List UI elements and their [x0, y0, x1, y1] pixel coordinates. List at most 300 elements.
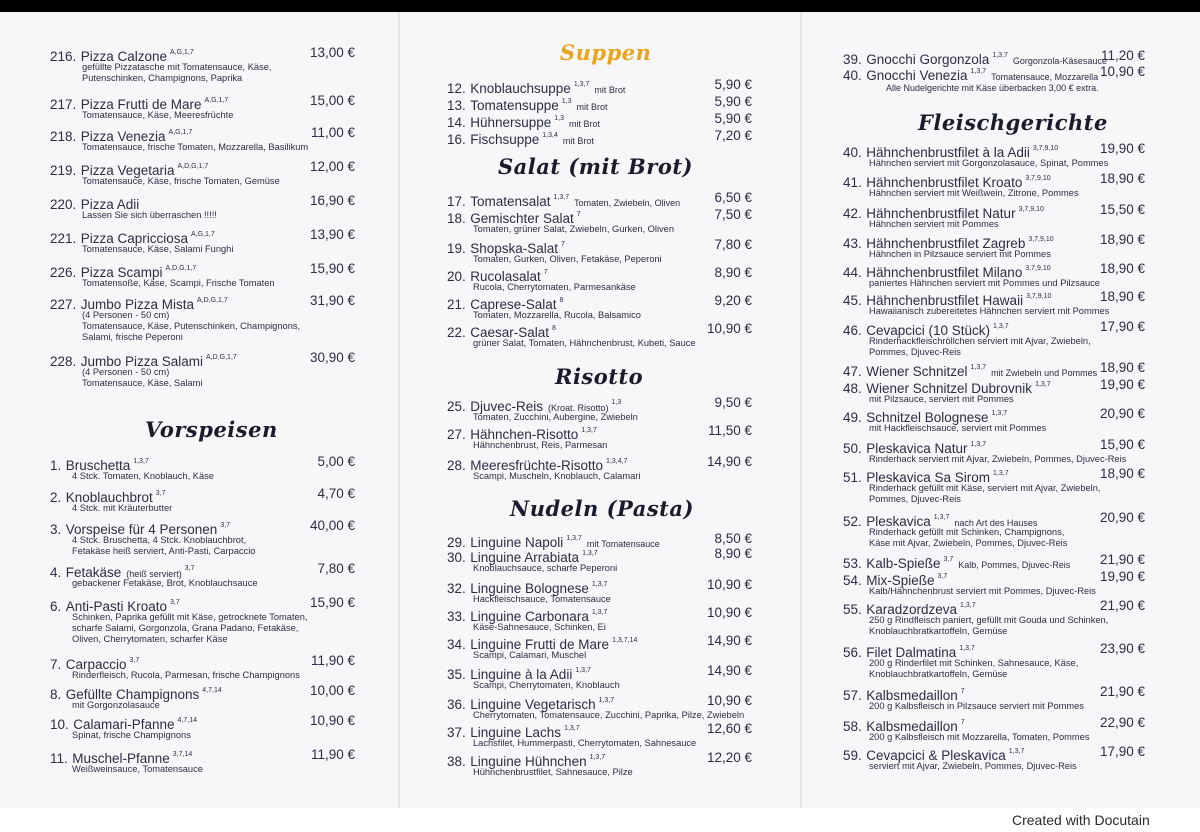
menu-item-line	[843, 260, 1145, 278]
allergen-codes: 3,7,9,10	[1026, 293, 1052, 300]
menu-item	[447, 662, 752, 691]
item-name: Hähnchenbrustfilet Hawaii	[866, 293, 1024, 308]
item-number: 221.	[50, 231, 77, 246]
section-heading-salat: Salat (mit Brot)	[498, 154, 693, 179]
item-name: Knoblauchbrot	[65, 490, 153, 505]
section-heading-suppen: Suppen	[560, 40, 652, 65]
allergen-codes: 3,7	[129, 657, 140, 664]
item-number: 11.	[50, 751, 68, 766]
allergen-codes: 7	[960, 719, 965, 726]
menu-item-line	[447, 662, 752, 680]
menu-item-line	[843, 63, 1145, 81]
item-name: Linguine Lachs	[470, 725, 562, 740]
item-number: 12.	[447, 81, 466, 96]
menu-item	[447, 110, 752, 128]
item-number: 7.	[50, 657, 62, 672]
item-description: 4 Stck. Bruschetta, 4 Stck. Knoblauchbrot,	[72, 535, 247, 545]
item-name: Linguine Hühnchen	[470, 754, 587, 769]
menu-item-line	[50, 652, 355, 670]
menu-item-line	[447, 189, 752, 207]
item-name: Muschel-Pfanne	[72, 751, 170, 766]
menu-item-line	[447, 604, 752, 622]
item-number: 44.	[843, 265, 862, 280]
menu-item-line	[447, 76, 752, 94]
allergen-codes: 1,3,7	[993, 470, 1009, 477]
menu-item-line	[843, 170, 1145, 188]
item-note: mit Tomatensauce	[586, 539, 660, 549]
menu-item	[50, 92, 355, 121]
item-note: Tomaten, Zwiebeln, Oliven	[574, 198, 681, 208]
item-description: Tomatensauce, Käse, Salami	[82, 378, 203, 388]
item-price: 30,90 €	[309, 350, 355, 365]
item-price: 8,50 €	[714, 531, 752, 546]
item-name: Filet Dalmatina	[866, 645, 957, 660]
menu-item	[843, 63, 1145, 81]
item-name: Cevapcici & Pleskavica	[866, 748, 1006, 763]
item-price: 14,90 €	[706, 454, 752, 469]
item-number: 37.	[447, 725, 466, 740]
allergen-codes: 1,3	[561, 98, 572, 105]
item-name: Hühnersuppe	[470, 115, 552, 130]
item-note: mit Zwiebeln und Pommes	[991, 368, 1098, 378]
allergen-codes: 1,3,7	[1035, 381, 1051, 388]
item-number: 42.	[843, 206, 862, 221]
item-description: grüner Salat, Tomaten, Hähnchenbrust, Kubeti, Sauce	[473, 338, 696, 348]
item-description: gefüllte Pizzatasche mit Tomatensauce, Käse,	[82, 62, 272, 72]
item-description: Tomaten, Mozzarella, Rucola, Balsamico	[473, 310, 641, 320]
item-description: Rinderhackfleischröllchen serviert mit Ajvar, Zwiebeln,	[869, 336, 1091, 346]
item-price: 7,20 €	[714, 128, 752, 143]
item-number: 18.	[447, 211, 466, 226]
item-description: scharfe Salami, Gorgonzola, Grana Padano, Fetakäse,	[72, 623, 299, 633]
allergen-codes: 1,3,7,14	[612, 637, 638, 644]
nudel-extra-note: Alle Nudelgerichte mit Käse überbacken 3,00 € extra.	[886, 83, 1099, 93]
item-description: Hackfleischsauce, Tomatensauce	[473, 594, 611, 604]
item-price: 15,90 €	[309, 261, 355, 276]
menu-item-line	[447, 320, 752, 338]
menu-item-line	[447, 394, 752, 412]
item-number: 49.	[843, 410, 862, 425]
item-price: 10,90 €	[309, 713, 355, 728]
menu-item-line	[50, 485, 355, 503]
item-name: Cevapcici (10 Stück)	[866, 323, 991, 338]
item-number: 1.	[50, 458, 62, 473]
item-name: Linguine Bolognese	[470, 581, 589, 596]
menu-item-line	[50, 560, 355, 578]
item-price: 15,90 €	[1099, 437, 1145, 452]
menu-item	[447, 236, 752, 265]
item-name: Gefüllte Champignons	[65, 687, 200, 702]
item-number: 10.	[50, 717, 69, 732]
menu-item-line	[843, 683, 1145, 701]
menu-item-line	[843, 436, 1145, 454]
item-number: 29.	[447, 535, 466, 550]
item-number: 21.	[447, 297, 466, 312]
item-description: Knoblauchbratkartoffeln, Gemüse	[869, 626, 1008, 636]
menu-item	[50, 192, 355, 221]
menu-item-line	[50, 92, 355, 110]
item-number: 40.	[843, 145, 862, 160]
menu-item	[843, 551, 1145, 569]
menu-item-line	[447, 110, 752, 128]
allergen-codes: 1,3,7	[992, 52, 1008, 59]
item-name: Calamari-Pfanne	[73, 717, 175, 732]
item-name: Linguine à la Adii	[470, 667, 573, 682]
item-description: 200 g Rinderfilet mit Schinken, Sahnesauce, Käse,	[869, 658, 1079, 668]
item-description: 200 g Kalbsfleisch mit Mozzarella, Tomaten, Pommes	[869, 732, 1090, 742]
item-name: Hähnchen-Risotto	[470, 427, 579, 442]
item-name: Linguine Frutti de Mare	[470, 637, 610, 652]
allergen-codes: 1,3,7	[591, 609, 608, 616]
item-number: 17.	[447, 194, 466, 209]
item-name: Wiener Schnitzel Dubrovnik	[866, 381, 1033, 396]
item-price: 15,90 €	[309, 595, 355, 610]
item-price: 5,00 €	[317, 454, 355, 469]
menu-item-line	[447, 632, 752, 650]
item-description: 200 g Kalbsfleisch in Pilzsauce serviert mit Pommes	[869, 701, 1084, 711]
menu-item-line	[50, 124, 355, 142]
item-note: mit Brot	[562, 136, 594, 146]
item-number: 6.	[50, 599, 62, 614]
item-price: 12,20 €	[706, 750, 752, 765]
allergen-codes: 3,7	[937, 573, 948, 580]
item-price: 31,90 €	[309, 293, 355, 308]
allergen-codes: 3,7,9,10	[1025, 265, 1051, 272]
item-description: mit Pilzsauce, serviert mit Pommes	[869, 394, 1014, 404]
menu-item-line	[50, 349, 355, 367]
item-note: nach Art des Hauses	[954, 518, 1038, 528]
item-note: mit Brot	[569, 119, 601, 129]
item-price: 14,90 €	[706, 633, 752, 648]
menu-item	[447, 394, 752, 423]
item-name: Linguine Carbonara	[470, 609, 589, 624]
allergen-codes: A,D,G,1,7	[177, 163, 209, 170]
item-description: Hähnchen serviert mit Weißwein, Zitrone, Pommes	[869, 188, 1079, 198]
menu-item-line	[447, 692, 752, 710]
allergen-codes: 1,3,7	[933, 514, 950, 521]
menu-item	[50, 349, 355, 389]
item-price: 40,00 €	[309, 518, 355, 533]
item-description: Scampi, Muscheln, Knoblauch, Calamari	[473, 471, 641, 481]
item-note: Gorgonzola-Käsesauce	[1012, 56, 1107, 66]
allergen-codes: A,G,1,7	[191, 231, 215, 238]
item-price: 20,90 €	[1099, 510, 1145, 525]
item-note: Tomatensauce, Mozzarella	[991, 72, 1099, 82]
item-price: 17,90 €	[1099, 744, 1145, 759]
item-name: Pleskavica Sa Sirom	[866, 470, 991, 485]
menu-item	[447, 453, 752, 482]
menu-item	[447, 189, 752, 207]
allergen-codes: 1,3,7	[575, 667, 591, 674]
item-name: Pizza Vegetaria	[80, 163, 175, 178]
item-number: 4.	[50, 565, 62, 580]
menu-item-line	[843, 359, 1145, 377]
item-price: 15,50 €	[1099, 202, 1145, 217]
menu-column-pizza-vorspeisen	[50, 12, 355, 808]
footer-watermark: Created with Docutain	[1012, 812, 1150, 828]
item-price: 8,90 €	[714, 546, 752, 561]
item-price: 8,90 €	[714, 265, 752, 280]
item-price: 18,90 €	[1099, 360, 1145, 375]
menu-item	[843, 436, 1145, 465]
allergen-codes: A,G,1,7	[204, 97, 229, 104]
section-heading-risotto: Risotto	[555, 364, 644, 389]
menu-item	[843, 714, 1145, 743]
menu-item	[447, 692, 752, 721]
section-heading-nudeln: Nudeln (Pasta)	[510, 496, 694, 521]
item-description: 4 Stck. mit Kräuterbutter	[72, 503, 173, 513]
menu-item-line	[843, 288, 1145, 306]
item-number: 3.	[50, 522, 62, 537]
allergen-codes: 1,3,7	[970, 441, 987, 448]
item-description: (4 Personen - 50 cm)	[82, 310, 170, 320]
menu-item	[843, 288, 1145, 317]
item-name: Vorspeise für 4 Personen	[65, 522, 218, 537]
menu-item	[447, 749, 752, 778]
menu-column-suppen-salat-risotto-nudeln	[447, 12, 752, 808]
item-description: Tomatensauce, Käse, Salami Funghi	[82, 244, 234, 254]
allergen-codes: 7	[561, 241, 565, 248]
menu-item	[50, 44, 355, 84]
item-description: (4 Personen - 50 cm)	[82, 367, 170, 377]
item-name: Wiener Schnitzel	[866, 364, 968, 379]
menu-item	[50, 712, 355, 741]
allergen-codes: 1,3,7	[993, 323, 1009, 330]
item-description: mit Gorgonzolasauce	[72, 700, 160, 710]
menu-item	[50, 485, 355, 514]
menu-item	[843, 405, 1145, 434]
item-name: Jumbo Pizza Salami	[80, 354, 204, 369]
allergen-codes: 3,7	[155, 490, 166, 497]
item-price: 19,90 €	[1099, 377, 1145, 392]
menu-item	[50, 158, 355, 187]
allergen-codes: 3,7	[943, 556, 954, 563]
item-number: 218.	[50, 129, 77, 144]
allergen-codes: 1,3,7	[1008, 748, 1025, 755]
item-number: 13.	[447, 98, 466, 113]
menu-item-line	[447, 576, 752, 594]
item-price: 18,90 €	[1099, 466, 1145, 481]
allergen-codes: 7	[960, 688, 965, 695]
menu-item-line	[447, 453, 752, 471]
item-note: mit Brot	[576, 102, 608, 112]
menu-item-line	[843, 405, 1145, 423]
item-number: 55.	[843, 602, 862, 617]
item-price: 5,90 €	[714, 111, 752, 126]
item-name: Linguine Arrabiata	[470, 550, 580, 565]
page-fold-left	[398, 12, 400, 808]
item-price: 11,50 €	[707, 423, 752, 438]
item-description: paniertes Hähnchen serviert mit Pommes und Pilzsauce	[869, 278, 1100, 288]
item-number: 58.	[843, 719, 862, 734]
allergen-codes: 1,3,7	[959, 645, 975, 652]
menu-item	[843, 170, 1145, 199]
item-description: Rinderhack serviert mit Ajvar, Zwiebeln, Pommes, Djuvec-Reis	[869, 454, 1127, 464]
item-description: Tomaten, Gurken, Oliven, Fetakäse, Peperoni	[473, 254, 662, 264]
item-name: Hähnchenbrustfilet Milano	[866, 265, 1023, 280]
menu-item	[447, 127, 752, 145]
item-price: 21,90 €	[1099, 552, 1145, 567]
menu-item-line	[50, 260, 355, 278]
menu-item	[843, 359, 1145, 377]
menu-item	[447, 292, 752, 321]
item-description: Scampi, Cherrytomaten, Knoblauch	[473, 680, 620, 690]
allergen-codes: 7	[543, 269, 548, 276]
menu-item-line	[447, 422, 752, 440]
menu-item	[843, 568, 1145, 597]
item-name: Caesar-Salat	[470, 325, 550, 340]
item-number: 43.	[843, 236, 862, 251]
item-name: Pizza Scampi	[80, 265, 163, 280]
menu-item	[843, 683, 1145, 712]
item-description: Weißweinsauce, Tomatensauce	[72, 764, 203, 774]
item-description: Schinken, Paprika gefüllt mit Käse, getrocknete Tomaten,	[72, 612, 308, 622]
item-description: Käse mit Ajvar, Zwiebeln, Pommes, Djuvec-Reis	[869, 538, 1068, 548]
item-price: 22,90 €	[1099, 715, 1145, 730]
item-price: 12,00 €	[309, 159, 355, 174]
item-name: Pizza Capricciosa	[80, 231, 189, 246]
allergen-codes: 8	[559, 297, 564, 304]
menu-item-line	[50, 712, 355, 730]
menu-item	[50, 226, 355, 255]
item-price: 7,80 €	[317, 561, 355, 576]
menu-item-line	[447, 545, 752, 563]
item-price: 18,90 €	[1099, 289, 1145, 304]
item-name: Caprese-Salat	[470, 297, 557, 312]
menu-item-line	[843, 201, 1145, 219]
allergen-codes: 1,3,7	[591, 581, 608, 588]
item-number: 32.	[447, 581, 466, 596]
allergen-codes: 7	[576, 211, 581, 218]
item-price: 19,90 €	[1099, 141, 1145, 156]
menu-item	[843, 597, 1145, 637]
menu-item-line	[843, 509, 1145, 527]
item-number: 228.	[50, 354, 77, 369]
item-description: Käse-Sahnesauce, Schinken, Ei	[473, 622, 606, 632]
menu-item-line	[843, 551, 1145, 569]
item-number: 25.	[447, 399, 466, 414]
menu-item-line	[843, 231, 1145, 249]
menu-item-line	[843, 640, 1145, 658]
allergen-codes: 1,3,7	[566, 535, 582, 542]
item-description: 4 Stck. Tomaten, Knoblauch, Käse	[72, 471, 214, 481]
allergen-codes: 4,7,14	[177, 717, 197, 724]
item-description: Hühnchenbrustfilet, Sahnesauce, Pilze	[473, 767, 633, 777]
item-price: 10,90 €	[706, 605, 752, 620]
item-description: Rinderhack gefüllt mit Schinken, Champignons,	[869, 527, 1065, 537]
item-number: 41.	[843, 175, 862, 190]
item-number: 40.	[843, 68, 862, 83]
item-description: Kalb/Hähnchenbrust serviert mit Pommes, Djuvec-Reis	[869, 586, 1096, 596]
item-price: 5,90 €	[714, 77, 752, 92]
item-number: 36.	[447, 697, 466, 712]
item-price: 18,90 €	[1099, 232, 1145, 247]
item-number: 20.	[447, 269, 466, 284]
item-name: Jumbo Pizza Mista	[80, 297, 195, 312]
menu-item	[843, 376, 1145, 405]
allergen-codes: 1,3,7	[598, 697, 615, 704]
menu-item-line	[843, 376, 1145, 394]
menu-item-line	[843, 318, 1145, 336]
allergen-codes: 1,3	[554, 115, 565, 122]
item-number: 50.	[843, 441, 862, 456]
item-description: Tomaten, grüner Salat, Zwiebeln, Gurken, Oliven	[473, 224, 675, 234]
allergen-codes: 1,3,7	[581, 427, 597, 434]
menu-item	[447, 320, 752, 349]
menu-item-line	[843, 140, 1145, 158]
allergen-codes: 1,3,4	[542, 132, 558, 139]
menu-item-line	[843, 465, 1145, 483]
item-price: 21,90 €	[1099, 684, 1145, 699]
item-description: gebackener Fetakäse, Brot, Knoblauchsauce	[72, 578, 258, 588]
menu-item-line	[50, 192, 355, 210]
item-note: Kalb, Pommes, Djuvec-Reis	[958, 560, 1071, 570]
item-number: 16.	[447, 132, 466, 147]
menu-item	[843, 231, 1145, 260]
item-price: 11,20 €	[1100, 48, 1145, 63]
item-description: Hähnchen in Pilzsauce serviert mit Pommes	[869, 249, 1051, 259]
item-name: Pleskavica Natur	[866, 441, 968, 456]
item-number: 47.	[843, 364, 862, 379]
allergen-codes: 1,3,7	[553, 194, 570, 201]
item-description: Rinderfleisch, Rucola, Parmesan, frische Champignons	[72, 670, 300, 680]
item-name: Hähnchenbrustfilet Natur	[866, 206, 1016, 221]
section-heading-fleischgerichte: Fleischgerichte	[918, 110, 1108, 135]
item-price: 10,90 €	[706, 693, 752, 708]
item-name: Bruschetta	[65, 458, 131, 473]
menu-item	[50, 260, 355, 289]
menu-item-line	[50, 292, 355, 310]
item-number: 35.	[447, 667, 466, 682]
allergen-codes: 3,7,9,10	[1032, 145, 1059, 152]
allergen-codes: 3,7	[170, 599, 180, 606]
item-number: 14.	[447, 115, 466, 130]
menu-item	[843, 201, 1145, 230]
menu-item	[447, 264, 752, 293]
item-description: Hähnchenbrust, Reis, Parmesan	[473, 440, 608, 450]
item-name: Pizza Calzone	[80, 49, 168, 64]
item-price: 17,90 €	[1099, 319, 1145, 334]
item-description: Lassen Sie sich überraschen !!!!!	[82, 210, 217, 220]
item-name: Hähnchenbrustfilet Zagreb	[866, 236, 1026, 251]
item-number: 22.	[447, 325, 466, 340]
item-price: 16,90 €	[309, 193, 355, 208]
item-price: 7,50 €	[714, 207, 752, 222]
menu-item	[447, 632, 752, 661]
item-price: 11,00 €	[310, 125, 355, 140]
menu-item	[447, 545, 752, 574]
menu-item-line	[447, 93, 752, 111]
item-description: Salami, frische Peperoni	[82, 332, 183, 342]
allergen-codes: A,D,G,1,7	[197, 297, 228, 304]
item-name: Linguine Vegetarisch	[470, 697, 596, 712]
item-price: 14,90 €	[706, 663, 752, 678]
allergen-codes: 1,3,4,7	[606, 458, 628, 465]
menu-item	[447, 93, 752, 111]
item-description: Knoblauchbratkartoffeln, Gemüse	[869, 669, 1008, 679]
menu-item-line	[50, 226, 355, 244]
item-description: Tomatensauce, Käse, Putenschinken, Champignons,	[82, 321, 301, 331]
item-name: Kalbsmedaillon	[866, 688, 958, 703]
menu-item-line	[447, 127, 752, 145]
item-description: Lachsfilet, Hummerpasti, Cherrytomaten, Sahnesauce	[473, 738, 697, 748]
allergen-codes: 1,3,7	[564, 725, 580, 732]
item-name: Pleskavica	[866, 514, 931, 529]
menu-item-line	[447, 236, 752, 254]
item-price: 15,00 €	[309, 93, 355, 108]
allergen-codes: 1,3,7	[582, 550, 598, 557]
section-heading-vorspeisen: Vorspeisen	[145, 417, 278, 442]
